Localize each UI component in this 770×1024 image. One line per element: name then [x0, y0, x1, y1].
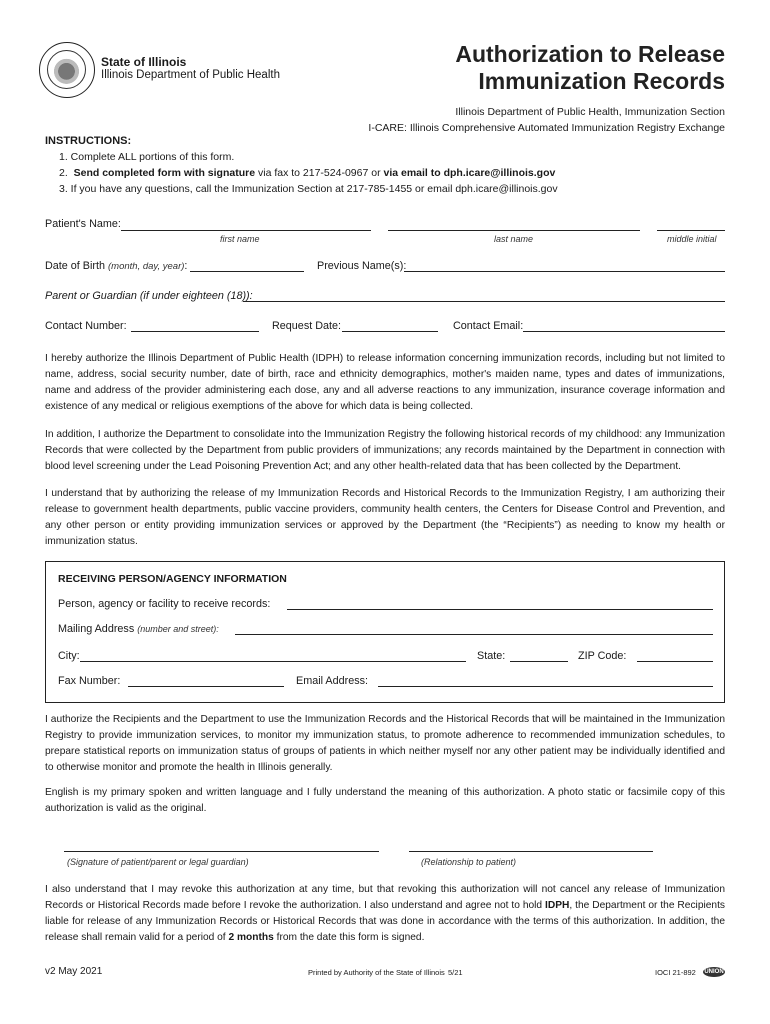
- title-line-1: Authorization to Release: [455, 41, 725, 67]
- title-line-2: Immunization Records: [478, 68, 725, 94]
- signature-caption: (Signature of patient/parent or legal guardian): [67, 857, 249, 867]
- mailing-address-label: [58, 623, 219, 635]
- authorization-paragraph-3: I understand that by authorizing the release of my Immunization Records and Historical Records to the Immunization Registry, I am authorizing their release to government health departments, public vaccine providers, community health centers, the Centers for Disease Control and Prevention, and any other person or entity providing immunization services or approved by the Department (the “Recipients”) as needing to know my health or immunization status.: [45, 488, 725, 547]
- language-paragraph: English is my primary spoken and written language and I fully understand the meaning of this authorization. A photo static or facsimile copy of this authorization is valid as the original.: [45, 787, 725, 814]
- state-label: State:: [477, 650, 506, 662]
- dob-field[interactable]: [190, 271, 304, 272]
- department-name: Illinois Department of Public Health: [101, 69, 280, 81]
- request-date-field[interactable]: [342, 331, 438, 332]
- previous-names-field[interactable]: [404, 271, 725, 272]
- union-bug-icon: UNION: [704, 969, 724, 975]
- instruction-item-3: 3. If you have any questions, call the Immunization Section at 217-785-1455 or email dph.icare@illinois.gov: [59, 183, 558, 195]
- last-name-field[interactable]: [388, 230, 640, 231]
- authorization-paragraph-2: In addition, I authorize the Department to consolidate into the Immunization Registry the following historical records of my childhood: any Immunization Records that were collected by the Department from public providers of immunizations; any records maintained by the Department in connection with blood level screening under the Lead Poisoning Prevention Act; and any other health-related data that has been collected by the Department.: [45, 429, 725, 472]
- previous-names-label: Previous Name(s):: [317, 260, 407, 272]
- dob-format: (month, day, year): [108, 261, 185, 272]
- last-name-caption: last name: [494, 234, 534, 244]
- instruction-2-mid: via fax to 217-524-0967 or: [255, 167, 384, 179]
- relationship-field[interactable]: [409, 851, 653, 852]
- printed-by: Printed by Authority of the State of Illinois: [308, 968, 445, 977]
- patient-name-label: Patient's Name:: [45, 218, 121, 230]
- page-title: [380, 41, 725, 95]
- section-line-1: Illinois Department of Public Health, Immunization Section: [455, 106, 725, 118]
- revocation-duration: 2 months: [228, 932, 274, 943]
- contact-email-field[interactable]: [523, 331, 725, 332]
- middle-initial-caption: middle initial: [667, 234, 717, 244]
- zip-field[interactable]: [637, 661, 713, 662]
- instruction-item-1: 1. Complete ALL portions of this form.: [59, 151, 235, 163]
- authorization-paragraph-4: I authorize the Recipients and the Department to use the Immunization Records and the Historical Records that will be maintained in the Immunization Registry to provide immunization services, to monitor my immunization status, to promote adherence to recommended immunization schedules, to prepare statistical reports on immunization status of groups of patients in which neither myself nor any other patient may be individually identified and to otherwise monitor and promote the health in Illinois generally.: [45, 714, 725, 773]
- dob-colon: :: [184, 260, 188, 272]
- form-version: v2 May 2021: [45, 966, 103, 977]
- first-name-field[interactable]: [121, 230, 371, 231]
- contact-number-field[interactable]: [131, 331, 259, 332]
- state-seal: [39, 42, 95, 98]
- contact-number-label: Contact Number:: [45, 320, 127, 332]
- receiving-heading: RECEIVING PERSON/AGENCY INFORMATION: [58, 573, 287, 585]
- revocation-text-a: I also understand that I may revoke this authorization at any time, but that revoking this authorization will not cancel any release of Immunization Records or Historical Records made before I revoke the authorization. I also understand and agree not to hold: [45, 884, 725, 911]
- revocation-text-b: , the Department or the Recipients liable for release of any Immunization Records or Historical Records that was done in accordance with the terms of this authorization. In addition, the release shall remain valid for a period of: [45, 900, 725, 943]
- instruction-2-bold-a: Send completed form with signature: [73, 167, 256, 179]
- zip-label: ZIP Code:: [578, 650, 627, 662]
- mailing-address-sub: (number and street):: [137, 624, 219, 634]
- authorization-paragraph-1: I hereby authorize the Illinois Department of Public Health (IDPH) to release information concerning immunization records, including but not limited to name, address, social security number, date of birth, race and ethnicity demographics, mother's maiden name, types and dates of immunizations, name and address of the provider administering each dose, any and all adverse reactions to any immunization, insurance coverage information and existence of any medical or religious exemptions of the above for which data is being collected.: [45, 353, 725, 412]
- state-name: State of Illinois: [101, 55, 187, 69]
- fax-field[interactable]: [128, 686, 284, 687]
- fax-label: Fax Number:: [58, 675, 121, 687]
- instruction-2-number: 2.: [59, 167, 68, 179]
- email-address-field[interactable]: [378, 686, 713, 687]
- state-field[interactable]: [510, 661, 568, 662]
- city-field[interactable]: [80, 661, 466, 662]
- mailing-address-text: Mailing Address: [58, 623, 135, 635]
- guardian-label: Parent or Guardian (if under eighteen (18)):: [45, 290, 253, 302]
- mailing-address-field[interactable]: [235, 634, 713, 635]
- email-address-label: Email Address:: [296, 675, 369, 687]
- instructions-heading: INSTRUCTIONS:: [45, 135, 132, 147]
- dob-label: [45, 260, 187, 272]
- instruction-item-2: [59, 167, 555, 179]
- section-info: [300, 104, 725, 136]
- instruction-2-email[interactable]: via email to dph.icare@illinois.gov: [383, 167, 556, 179]
- contact-email-label: Contact Email:: [453, 320, 524, 332]
- form-code: IOCI 21-892: [655, 968, 696, 977]
- section-line-2: I-CARE: Illinois Comprehensive Automated Immunization Registry Exchange: [368, 122, 725, 134]
- signature-field[interactable]: [64, 851, 379, 852]
- revocation-idph: IDPH: [545, 900, 570, 911]
- recipient-label: Person, agency or facility to receive records:: [58, 598, 271, 610]
- first-name-caption: first name: [220, 234, 260, 244]
- printed-date: 5/21: [448, 968, 463, 977]
- city-label: City:: [58, 650, 80, 662]
- dob-label-text: Date of Birth: [45, 260, 106, 272]
- revocation-paragraph: [45, 882, 725, 946]
- request-date-label: Request Date:: [272, 320, 342, 332]
- guardian-field[interactable]: [243, 301, 725, 302]
- relationship-caption: (Relationship to patient): [421, 857, 517, 867]
- middle-initial-field[interactable]: [657, 230, 725, 231]
- revocation-text-c: from the date this form is signed.: [273, 932, 425, 943]
- recipient-field[interactable]: [287, 609, 713, 610]
